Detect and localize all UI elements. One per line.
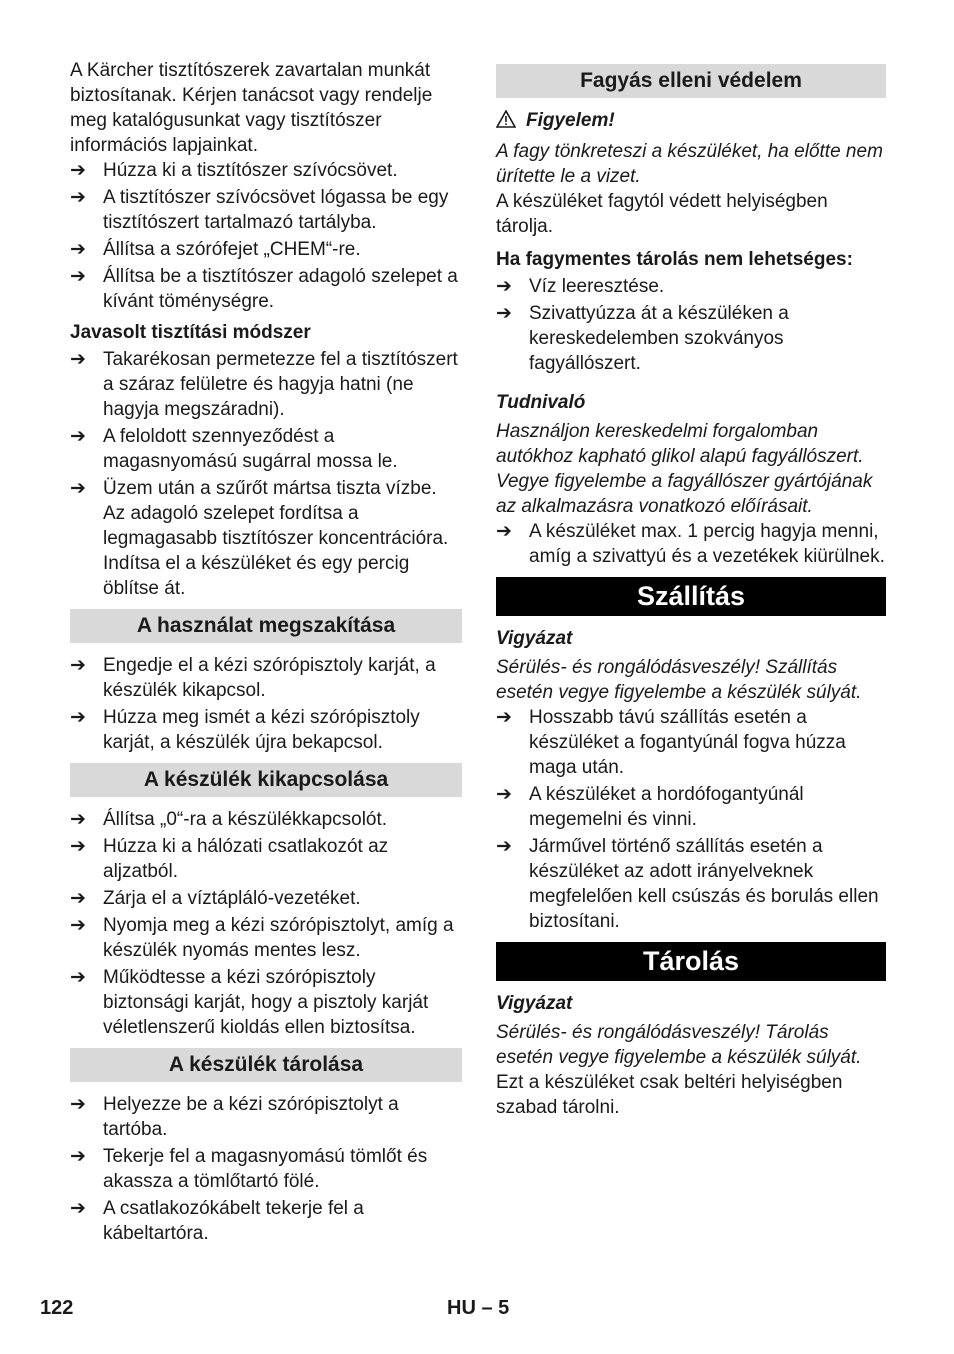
arrow-right-icon: ➔ bbox=[70, 426, 86, 447]
list-item-text: Húzza ki a tisztítószer szívócsövet. bbox=[103, 160, 398, 181]
list-item bbox=[70, 913, 462, 963]
list-item bbox=[70, 834, 462, 884]
list-item-text: Nyomja meg a kézi szórópisztolyt, amíg a készülék nyomás mentes lesz. bbox=[103, 915, 454, 961]
warning-line bbox=[496, 108, 886, 135]
no-frost-heading: Ha fagymentes tárolás nem lehetséges: bbox=[496, 249, 853, 270]
list-item-text: Hosszabb távú szállítás esetén a készüléket a fogantyúnál fogva húzza maga után. bbox=[529, 707, 846, 778]
arrow-right-icon: ➔ bbox=[70, 809, 86, 830]
interrupt-heading: A használat megszakítása bbox=[70, 609, 462, 643]
arrow-right-icon: ➔ bbox=[496, 303, 512, 324]
list-item-text: Szivattyúzza át a készüléken a kereskedelemben szokványos fagyállószert. bbox=[529, 303, 789, 374]
list-item bbox=[70, 653, 462, 703]
list-item bbox=[70, 185, 462, 235]
list-item-text: Húzza ki a hálózati csatlakozót az aljzatból. bbox=[103, 836, 389, 882]
list-item-text: Helyezze be a kézi szórópisztolyt a tartóba. bbox=[103, 1094, 399, 1140]
list-item-text: Engedje el a kézi szórópisztoly karját, a készülék kikapcsol. bbox=[103, 655, 436, 701]
list-item bbox=[70, 705, 462, 755]
arrow-right-icon: ➔ bbox=[70, 239, 86, 260]
arrow-right-icon: ➔ bbox=[70, 187, 86, 208]
caution-label-transport: Vigyázat bbox=[496, 628, 573, 649]
bullets-transport bbox=[496, 705, 886, 934]
list-item-text: A készüléket a hordófogantyúnál megemelni és vinni. bbox=[529, 784, 804, 830]
section-label: HU – 5 bbox=[447, 1297, 510, 1319]
list-item bbox=[70, 965, 462, 1040]
caution-text-storage: Sérülés- és rongálódásveszély! Tárolás esetén vegye figyelembe a készülék súlyát. bbox=[496, 1022, 862, 1068]
list-item-text: A készüléket max. 1 percig hagyja menni, amíg a szivattyú és a vezetékek kiürülnek. bbox=[529, 521, 885, 567]
list-item bbox=[70, 807, 462, 832]
list-item bbox=[70, 1144, 462, 1194]
list-item bbox=[70, 1092, 462, 1142]
bullets-cleaning-agent bbox=[70, 158, 462, 314]
list-item bbox=[496, 274, 886, 299]
arrow-right-icon: ➔ bbox=[70, 1198, 86, 1219]
storage-text: Ezt a készüléket csak beltéri helyiségben szabad tárolni. bbox=[496, 1072, 843, 1118]
list-item-text: Állítsa be a tisztítószer adagoló szelepet a kívánt töménységre. bbox=[103, 266, 458, 312]
list-item-text: A csatlakozókábelt tekerje fel a kábeltartóra. bbox=[103, 1198, 364, 1244]
list-item-text: A feloldott szennyeződést a magasnyomású sugárral mossa le. bbox=[103, 426, 398, 472]
arrow-right-icon: ➔ bbox=[70, 967, 86, 988]
list-item bbox=[496, 782, 886, 832]
list-item bbox=[496, 519, 886, 569]
note-text: Használjon kereskedelmi forgalomban autókhoz kapható glikol alapú fagyállószert. Vegye figyelembe a fagyállószer gyártójának az alkalmazásra vonatkozó előírásait. bbox=[496, 421, 873, 517]
list-item bbox=[70, 424, 462, 474]
arrow-right-icon: ➔ bbox=[70, 478, 86, 499]
arrow-right-icon: ➔ bbox=[496, 784, 512, 805]
arrow-right-icon: ➔ bbox=[496, 836, 512, 857]
note-label: Tudnivaló bbox=[496, 392, 586, 413]
storage-heading: Tárolás bbox=[496, 942, 886, 981]
page-number: 122 bbox=[40, 1297, 74, 1319]
transport-heading: Szállítás bbox=[496, 577, 886, 616]
warning-text: A fagy tönkreteszi a készüléket, ha előtte nem ürítette le a vizet. bbox=[496, 141, 883, 187]
frost-text: A készüléket fagytól védett helyiségben tárolja. bbox=[496, 191, 828, 237]
list-item bbox=[70, 158, 462, 183]
list-item-text: Tekerje fel a magasnyomású tömlőt és akassza a tömlőtartó fölé. bbox=[103, 1146, 428, 1192]
arrow-right-icon: ➔ bbox=[70, 1094, 86, 1115]
arrow-right-icon: ➔ bbox=[496, 521, 512, 542]
bullets-method bbox=[70, 347, 462, 601]
arrow-right-icon: ➔ bbox=[70, 888, 86, 909]
bullets-interrupt bbox=[70, 653, 462, 755]
list-item-text: Állítsa a szórófejet „CHEM“-re. bbox=[103, 239, 361, 260]
method-heading: Javasolt tisztítási módszer bbox=[70, 322, 311, 343]
list-item-text: Takarékosan permetezze fel a tisztítószert a száraz felületre és hagyja hatni (ne hagyja megszáradni). bbox=[103, 349, 458, 420]
list-item bbox=[496, 834, 886, 934]
bullets-note bbox=[496, 519, 886, 569]
device-storage-heading: A készülék tárolása bbox=[70, 1048, 462, 1082]
arrow-right-icon: ➔ bbox=[70, 160, 86, 181]
bullets-switch-off bbox=[70, 807, 462, 1040]
list-item bbox=[70, 476, 462, 601]
arrow-right-icon: ➔ bbox=[496, 707, 512, 728]
arrow-right-icon: ➔ bbox=[70, 1146, 86, 1167]
arrow-right-icon: ➔ bbox=[70, 655, 86, 676]
list-item bbox=[70, 237, 462, 262]
warning-label: Figyelem! bbox=[526, 110, 615, 131]
list-item-text: A tisztítószer szívócsövet lógassa be egy tisztítószert tartalmazó tartályba. bbox=[103, 187, 449, 233]
list-item bbox=[496, 301, 886, 376]
list-item-text: Üzem után a szűrőt mártsa tiszta vízbe. Az adagoló szelepet fordítsa a legmagasabb tisztítószer koncentrációra. Indítsa el a készüléket és egy percig öblítse át. bbox=[103, 478, 449, 599]
caution-text-transport: Sérülés- és rongálódásveszély! Szállítás esetén vegye figyelembe a készülék súlyát. bbox=[496, 657, 862, 703]
list-item-text: Zárja el a víztápláló-vezetéket. bbox=[103, 888, 361, 909]
arrow-right-icon: ➔ bbox=[70, 836, 86, 857]
list-item-text: Húzza meg ismét a kézi szórópisztoly karját, a készülék újra bekapcsol. bbox=[103, 707, 420, 753]
bullets-no-frost bbox=[496, 274, 886, 376]
list-item bbox=[70, 1196, 462, 1246]
arrow-right-icon: ➔ bbox=[70, 349, 86, 370]
switch-off-heading: A készülék kikapcsolása bbox=[70, 763, 462, 797]
list-item-text: Víz leeresztése. bbox=[529, 276, 665, 297]
arrow-right-icon: ➔ bbox=[70, 707, 86, 728]
list-item-text: Működtesse a kézi szórópisztoly biztonsági karját, hogy a pisztoly karját véletlenszerű kioldás ellen biztosítsa. bbox=[103, 967, 429, 1038]
intro-paragraph: A Kärcher tisztítószerek zavartalan munkát biztosítanak. Kérjen tanácsot vagy rendelje meg katalógusunkat vagy tisztítószer információs lapjainkat. bbox=[70, 60, 433, 156]
list-item bbox=[496, 705, 886, 780]
frost-protection-heading: Fagyás elleni védelem bbox=[496, 64, 886, 98]
list-item bbox=[70, 264, 462, 314]
bullets-device-storage bbox=[70, 1092, 462, 1246]
left-column bbox=[70, 58, 462, 1248]
arrow-right-icon: ➔ bbox=[496, 276, 512, 297]
caution-label-storage: Vigyázat bbox=[496, 993, 573, 1014]
arrow-right-icon: ➔ bbox=[70, 266, 86, 287]
list-item bbox=[70, 886, 462, 911]
list-item bbox=[70, 347, 462, 422]
right-column bbox=[496, 64, 886, 1120]
list-item-text: Járművel történő szállítás esetén a készüléket az adott irányelveknek megfelelően kell csúszás és borulás ellen biztosítani. bbox=[529, 836, 879, 932]
list-item-text: Állítsa „0“-ra a készülékkapcsolót. bbox=[103, 809, 388, 830]
arrow-right-icon: ➔ bbox=[70, 915, 86, 936]
warning-triangle-icon bbox=[496, 110, 518, 135]
